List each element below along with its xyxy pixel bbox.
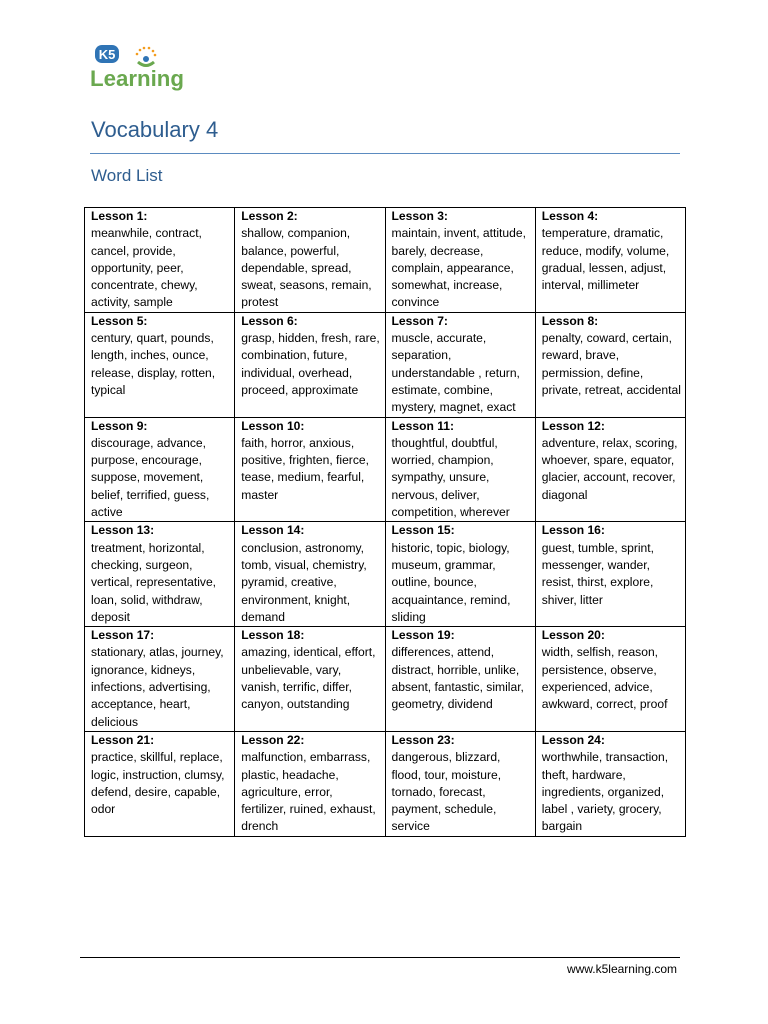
lesson-cell [535,208,685,313]
lesson-words: faith, horror, anxious, positive, frighten, fierce, tease, medium, fearful, master [241,435,369,502]
lesson-words: temperature, dramatic, reduce, modify, volume, gradual, lessen, adjust, interval, millimeter [541,226,670,293]
lesson-label: Lesson 21: [91,732,155,747]
lesson-words: maintain, invent, attitude, barely, decrease, complain, appearance, somewhat, increase, convince [391,226,526,310]
lesson-label: Lesson 17: [91,628,155,643]
lesson-words: dangerous, blizzard, flood, tour, moisture, tornado, forecast, payment, schedule, service [391,750,502,834]
lesson-words: grasp, hidden, fresh, rare, combination, future, individual, overhead, proceed, approximate [241,331,380,397]
lesson-label: Lesson 1: [91,209,148,223]
lesson-label: Lesson 5: [91,313,148,328]
lesson-label: Lesson 3: [391,209,448,223]
lesson-cell [385,731,535,836]
lesson-words: treatment, horizontal, checking, surgeon, vertical, representative, loan, solid, withdraw, deposit [91,540,217,624]
lesson-words: muscle, accurate, separation, understandable , return, estimate, combine, mystery, magnet, exact [391,331,520,415]
table-row [85,522,686,627]
logo-badge-text: K5 [98,47,116,62]
lesson-words: amazing, identical, effort, unbelievable, vary, vanish, terrific, differ, canyon, outstanding [241,645,376,712]
lesson-label: Lesson 10: [241,418,305,433]
lesson-cell [535,417,685,522]
lesson-words: century, quart, pounds, length, inches, ounce, release, display, rotten, typical [91,331,216,397]
lesson-words: penalty, coward, certain, reward, brave, permission, define, private, retreat, accidental [541,331,681,397]
lesson-label: Lesson 19: [391,628,455,643]
lesson-cell [385,208,535,313]
title-divider [90,153,680,154]
lesson-label: Lesson 2: [241,209,298,223]
lesson-cell [235,312,385,417]
lesson-words: thoughtful, doubtful, worried, champion, sympathy, unsure, nervous, deliver, competition, wherever [391,435,510,520]
logo-person-icon [143,56,149,62]
lesson-label: Lesson 8: [541,313,599,328]
lesson-cell [535,522,685,627]
footer-url: www.k5learning.com [566,962,677,976]
lesson-label: Lesson 18: [241,628,305,643]
lesson-label: Lesson 11: [391,418,455,433]
lesson-cell [385,312,535,417]
lesson-words: discourage, advance, purpose, encourage, suppose, movement, belief, terrified, guess, active [91,435,210,520]
table-row [85,627,686,732]
logo-word-text: Learning [90,66,184,91]
lesson-cell [385,417,535,522]
lesson-label: Lesson 24: [541,732,605,747]
lesson-cell [235,522,385,627]
lesson-words: practice, skillful, replace, logic, instruction, clumsy, defend, desire, capable, odor [91,750,225,817]
lesson-words: stationary, atlas, journey, ignorance, kidneys, infections, advertising, acceptance, heart, delicious [91,645,224,729]
lesson-words: width, selfish, reason, persistence, observe, experienced, advice, awkward, correct, proof [541,645,668,712]
lesson-label: Lesson 7: [391,313,448,328]
lesson-label: Lesson 15: [391,523,455,538]
table-row [85,417,686,522]
lesson-cell [85,731,235,836]
lesson-label: Lesson 6: [241,313,298,328]
lesson-words: differences, attend, distract, horrible, unlike, absent, fantastic, similar, geometry, dividend [391,645,524,712]
table-row [85,731,686,836]
lesson-cell [85,522,235,627]
lesson-label: Lesson 9: [91,418,148,433]
lesson-cell [235,627,385,732]
lesson-cell [235,731,385,836]
lesson-words: shallow, companion, balance, powerful, dependable, spread, sweat, seasons, remain, protest [241,226,372,310]
lesson-cell [235,208,385,313]
lesson-cell [85,417,235,522]
lesson-label: Lesson 14: [241,523,305,538]
lesson-words: malfunction, embarrass, plastic, headache, agriculture, error, fertilizer, ruined, exhaust, drench [241,750,376,834]
lesson-label: Lesson 13: [91,523,155,538]
lesson-words: adventure, relax, scoring, whoever, spare, equator, glacier, account, recover, diagonal [541,435,678,502]
lesson-cell [85,208,235,313]
lesson-label: Lesson 4: [541,209,599,223]
table-row [85,312,686,417]
lesson-label: Lesson 22: [241,732,305,747]
lesson-label: Lesson 12: [541,418,605,433]
lesson-cell [535,627,685,732]
lesson-label: Lesson 20: [541,628,605,643]
lesson-cell [385,627,535,732]
lesson-cell [385,522,535,627]
document-title: Vocabulary 4 [91,117,219,142]
logo-sparkle-icon [136,47,157,57]
lesson-label: Lesson 16: [541,523,605,538]
lesson-cell [235,417,385,522]
section-title: Word List [91,166,163,185]
lesson-cell [85,312,235,417]
lesson-cell [85,627,235,732]
k5-learning-logo [88,42,188,92]
word-list-table [84,207,686,837]
footer-divider [80,957,680,958]
lesson-words: conclusion, astronomy, tomb, visual, chemistry, pyramid, creative, environment, knight, demand [241,540,367,624]
lesson-cell [535,731,685,836]
table-row [85,208,686,313]
lesson-words: historic, topic, biology, museum, grammar, outline, bounce, acquaintance, remind, sliding [391,540,511,624]
logo-arms-icon [138,62,154,66]
lesson-cell [535,312,685,417]
lesson-label: Lesson 23: [391,732,455,747]
lesson-words: meanwhile, contract, cancel, provide, opportunity, peer, concentrate, chewy, activity, sample [91,226,202,310]
lesson-words: guest, tumble, sprint, messenger, wander, resist, thirst, explore, shiver, litter [541,540,655,607]
lesson-words: worthwhile, transaction, theft, hardware, ingredients, organized, label , variety, grocery, bargain [541,750,669,834]
